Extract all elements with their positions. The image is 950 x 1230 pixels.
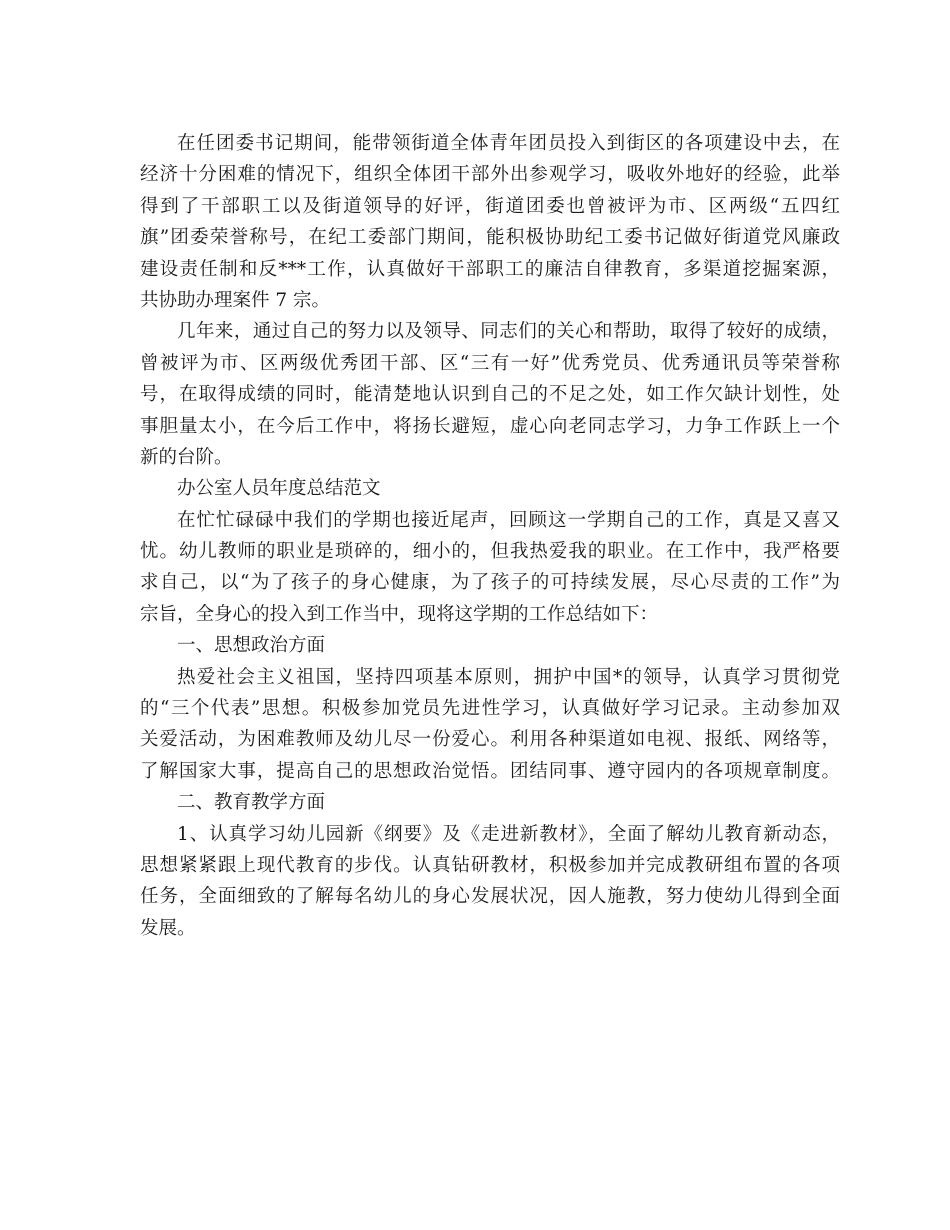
text-line: 建设责任制和反***工作，认真做好干部职工的廉洁自律教育，多渠道挖掘案源， <box>140 258 840 280</box>
text-line: 了解国家大事，提高自己的思想政治觉悟。团结同事、遵守园内的各项规章制度。 <box>140 760 840 782</box>
text-line: 在忙忙碌碌中我们的学期也接近尾声，回顾这一学期自己的工作，真是又喜又 <box>177 509 840 531</box>
text-line: 二、教育教学方面 <box>177 792 326 814</box>
text-line: 在任团委书记期间，能带领街道全体青年团员投入到街区的各项建设中去，在 <box>177 133 840 154</box>
text-line: 任务，全面细致的了解每名幼儿的身心发展状况，因人施教，努力使幼儿得到全面 <box>140 886 840 908</box>
text-line: 一、思想政治方面 <box>177 635 326 657</box>
text-line: 旗”团委荣誉称号，在纪工委部门期间，能积极协助纪工委书记做好街道党风廉政 <box>140 227 840 249</box>
document-body <box>140 128 840 944</box>
text-line: 的“三个代表”思想。积极参加党员先进性学习，认真做好学习记录。主动参加双 <box>140 698 840 720</box>
text-line: 经济十分困难的情况下，组织全体团干部外出参观学习，吸收外地好的经验，此举 <box>140 164 840 186</box>
text-line: 发展。 <box>140 917 196 939</box>
text-line: 宗旨，全身心的投入到工作当中，现将这学期的工作总结如下： <box>140 603 659 625</box>
text-line: 曾被评为市、区两级优秀团干部、区“三有一好”优秀党员、优秀通讯员等荣誉称 <box>140 352 840 374</box>
text-line: 共协助办理案件 7 宗。 <box>140 289 331 311</box>
text-line: 1、认真学习幼儿园新《纲要》及《走进新教材》，全面了解幼儿教育新动态， <box>177 823 840 845</box>
text-line: 事胆量太小，在今后工作中，将扬长避短，虚心向老同志学习，力争工作跃上一个 <box>140 415 840 437</box>
text-line: 热爱社会主义祖国，坚持四项基本原则，拥护中国*的领导，认真学习贯彻党 <box>177 666 840 688</box>
text-line: 新的台阶。 <box>140 446 233 468</box>
text-line: 关爱活动，为困难教师及幼儿尽一份爱心。利用各种渠道如电视、报纸、网络等， <box>140 729 840 751</box>
text-line: 求自己，以“为了孩子的身心健康，为了孩子的可持续发展，尽心尽责的工作”为 <box>140 572 840 594</box>
text-line: 得到了干部职工以及街道领导的好评，街道团委也曾被评为市、区两级“五四红 <box>140 195 840 217</box>
text-line: 忧。幼儿教师的职业是琐碎的，细小的，但我热爱我的职业。在工作中，我严格要 <box>140 541 840 563</box>
text-line: 办公室人员年度总结范文 <box>177 478 381 500</box>
text-line: 号，在取得成绩的同时，能清楚地认识到自己的不足之处，如工作欠缺计划性，处 <box>140 384 840 406</box>
text-line: 思想紧紧跟上现代教育的步伐。认真钻研教材，积极参加并完成教研组布置的各项 <box>140 854 840 876</box>
text-line: 几年来，通过自己的努力以及领导、同志们的关心和帮助，取得了较好的成绩， <box>177 321 840 343</box>
